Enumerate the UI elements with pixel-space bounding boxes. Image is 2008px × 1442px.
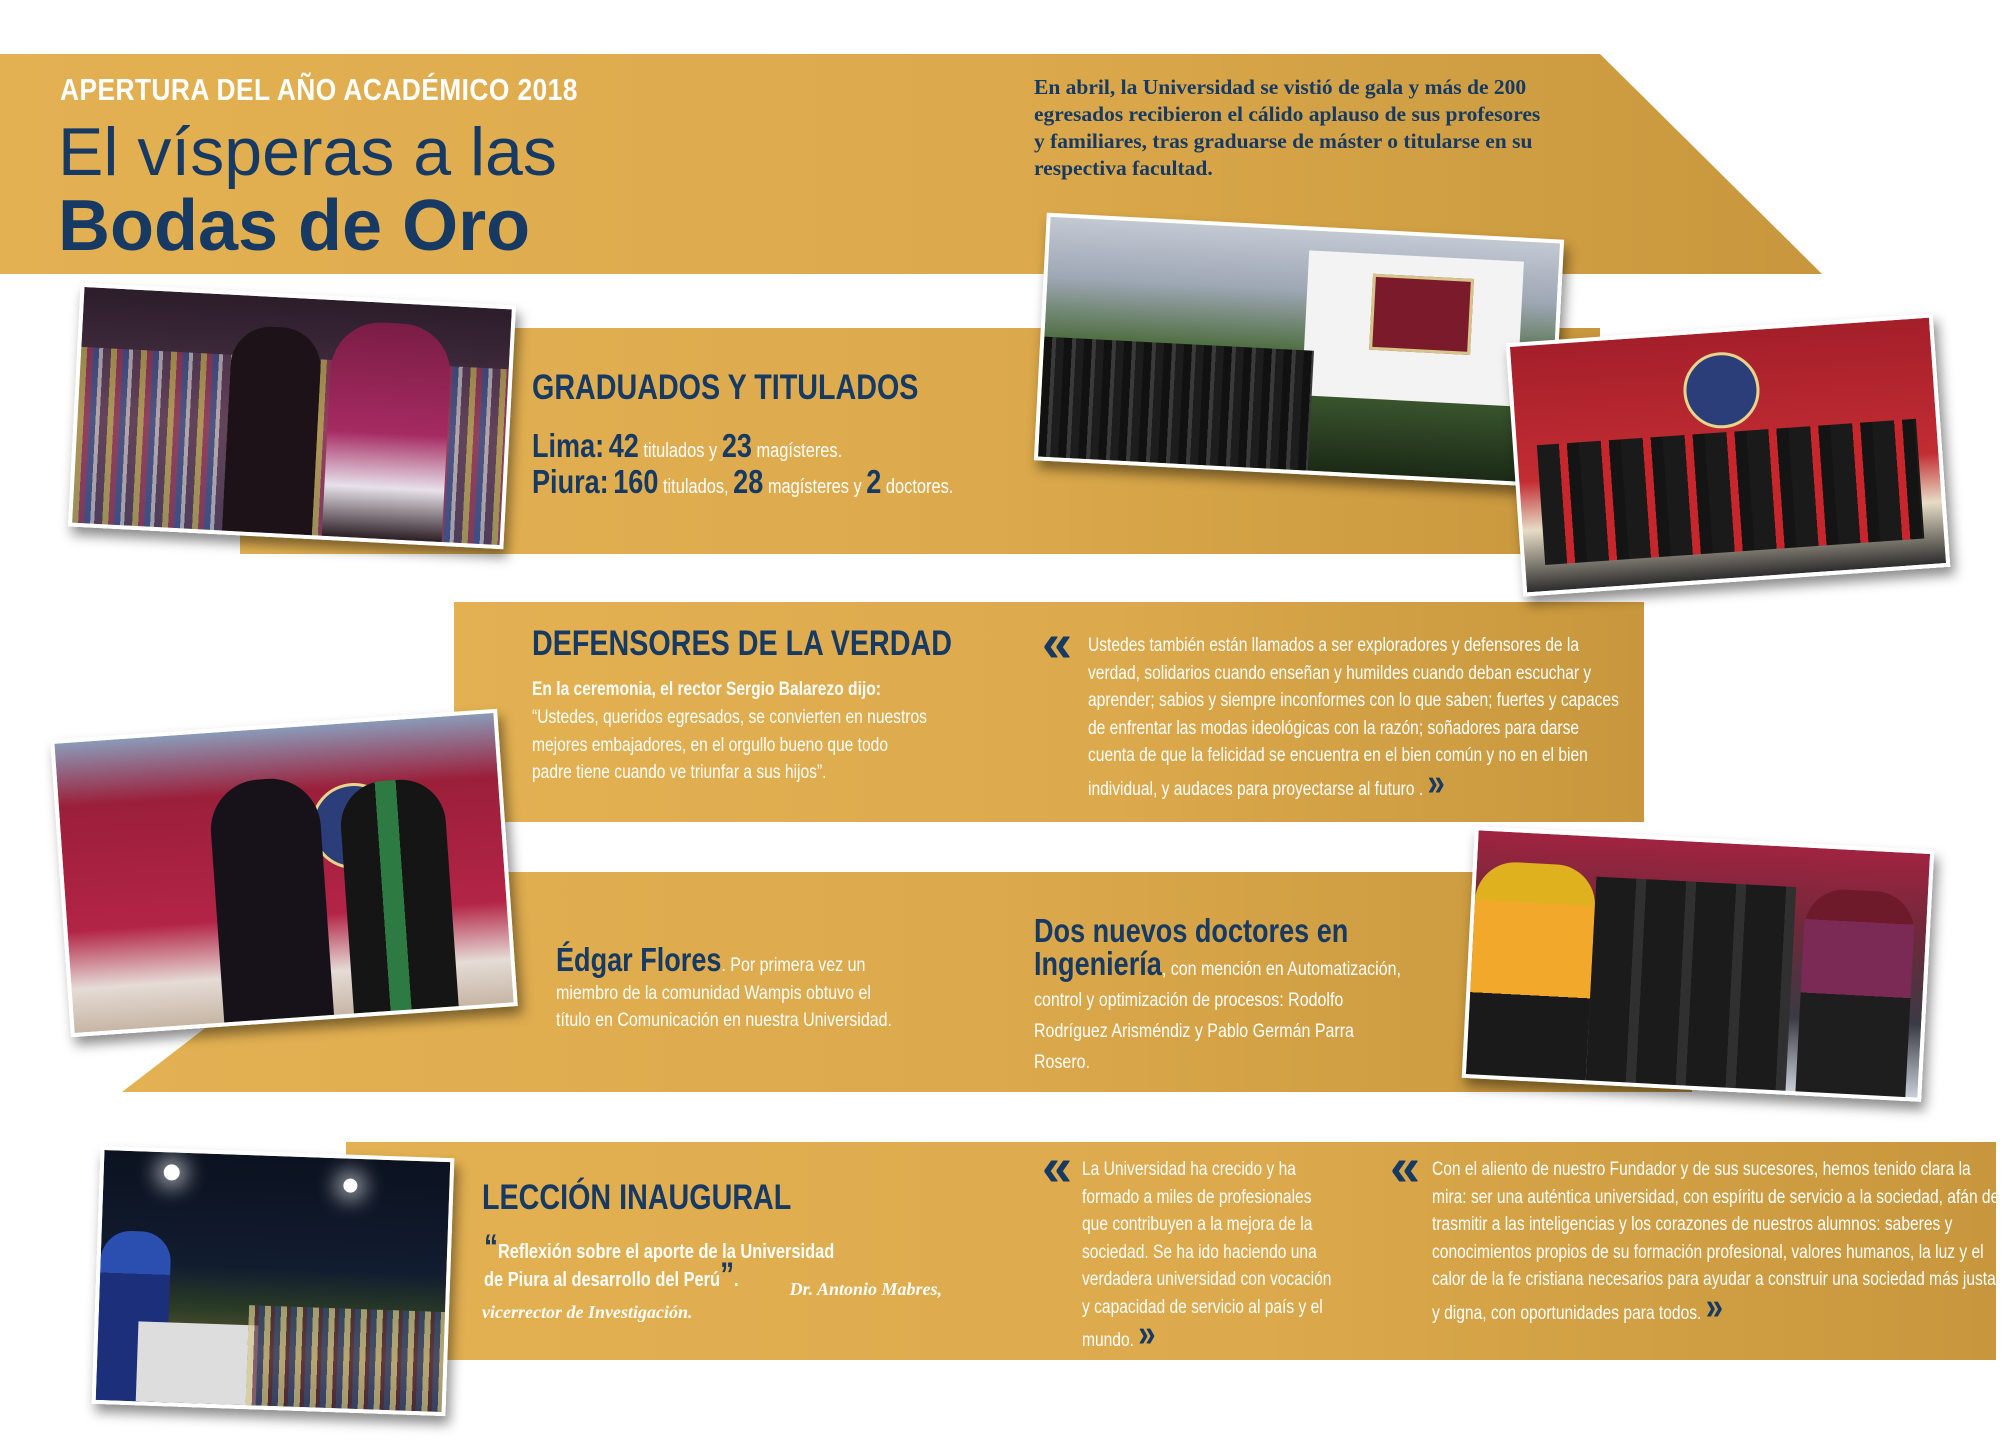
quote1-open-icon: «: [1042, 1137, 1073, 1197]
audience: [1038, 337, 1314, 471]
piura-magisteres-text: magísteres y: [767, 476, 862, 498]
leccion-quote1-text: La Universidad ha crecido y ha formado a miles de profesionales que contribuyen a la mejora de la sociedad. Se ha ido haciendo una verdadera universidad con vocación y capacidad de servicio al país y el mundo.: [1082, 1159, 1332, 1351]
photo-edgar-flores: [50, 709, 518, 1038]
leccion-open-quote: “: [484, 1228, 498, 1266]
defensores-intro: [532, 676, 930, 704]
lectern: [136, 1321, 259, 1405]
lima-titulados-count: 42: [608, 427, 639, 464]
photo-faculty-group: [1506, 313, 1951, 596]
pullquote-open-icon: «: [1042, 613, 1073, 673]
quote2-open-icon: «: [1390, 1137, 1421, 1197]
piura-label: Piura:: [532, 463, 609, 500]
edgar-flores-name: Édgar Flores: [556, 941, 722, 978]
defensores-pullquote-text: Ustedes también están llamados a ser exploradores y defensores de la verdad, solidarios cuando enseñan y humildes cuando deban escuchar y aprender; sabios y siempre inconformes con lo que saben; fuertes y capaces de enfrentar las modas ideológicas con la razón; soñadores para darse cuenta de que la felicidad se encuentra en el bien común y no en el bien individual, y audaces para proyectarse al futuro .: [1088, 635, 1619, 800]
graduados-lima-line: [532, 427, 843, 466]
university-seal: [1681, 350, 1762, 431]
defensores-quote: “Ustedes, queridos egresados, se convierten en nuestros mejores embajadores, en el orgullo bueno que todo padre tiene cuando ve triunfar a sus hijos”.: [532, 707, 927, 783]
lima-label: Lima:: [532, 427, 605, 464]
lima-magisteres-count: 23: [721, 427, 752, 464]
graduados-heading: GRADUADOS Y TITULADOS: [532, 368, 919, 407]
piura-magisteres-count: 28: [733, 463, 764, 500]
page-title-line1: El vísperas a las: [58, 114, 557, 190]
leccion-title: Reflexión sobre el aporte de la Universidad de Piura al desarrollo del Perú: [484, 1241, 835, 1291]
quote2-close-icon: »: [1705, 1285, 1724, 1328]
piura-titulados-text: titulados,: [662, 476, 729, 498]
leccion-author: Dr. Antonio Mabres,: [789, 1279, 942, 1299]
doctores-heading: Dos nuevos doctores en: [1034, 912, 1349, 949]
stadium-light-1: [163, 1164, 180, 1181]
faculty-figures: [1585, 877, 1796, 1097]
leccion-quote1: [1082, 1156, 1332, 1355]
piura-titulados-count: 160: [613, 463, 659, 500]
leccion-heading: LECCIÓN INAUGURAL: [482, 1178, 792, 1217]
defensores-intro-text: En la ceremonia, el rector Sergio Balarezo dijo:: [532, 679, 881, 700]
faculty-row: [1537, 419, 1924, 565]
piura-doctores-text: doctores.: [885, 476, 954, 498]
pullquote-close-icon: »: [1427, 761, 1445, 804]
leccion-quote2-text: Con el aliento de nuestro Fundador y de sus sucesores, hemos tenido clara la mira: ser una auténtica universidad, con espíritu de servicio a la sociedad, afán de trasmitir a las inteligencias y los corazones de nuestros alumnos: saberes y conocimientos propios de su formación profesional, valores humanos, la luz y el calor de la fe cristiana necesarios para ayudar a construir una sociedad más justa y digna, con oportunidades para todos.: [1432, 1159, 2000, 1324]
doctores-block: [1034, 945, 1411, 1078]
lima-titulados-text: titulados y: [643, 440, 718, 462]
page-title-line2: Bodas de Oro: [58, 186, 531, 266]
photo-handshake-ceremony: [68, 283, 516, 549]
doctores-text: , con mención en Automatización, control y optimización de procesos: Rodolfo Rodríguez Arisméndiz y Pablo Germán Parra Rosero.: [1034, 958, 1401, 1073]
photo-doctores-ceremony: [1462, 826, 1935, 1102]
leccion-title-block: “Reflexión sobre el aporte de la Universidad de Piura al desarrollo del Perú”.: [484, 1228, 835, 1294]
defensores-heading: DEFENSORES DE LA VERDAD: [532, 624, 952, 663]
stadium-light-2: [343, 1178, 357, 1192]
piura-doctores-count: 2: [866, 463, 882, 500]
quote1-close-icon: »: [1138, 1313, 1156, 1355]
doctores-heading-line2: Ingeniería: [1034, 945, 1162, 982]
leccion-quote2: [1432, 1156, 2006, 1327]
stage-banner: [1369, 274, 1474, 355]
graduados-piura-line: [532, 463, 954, 502]
rector-figure-2: [208, 775, 334, 1022]
orange-robe-figure: [1466, 860, 1597, 1086]
edgar-flores-text: . Por primera vez un miembro de la comunidad Wampis obtuvo el título en Comunicación en nuestra Universidad.: [556, 954, 892, 1031]
leccion-author-block: [482, 1276, 942, 1302]
defensores-pullquote: [1088, 632, 1621, 803]
lima-magisteres-text: magísteres.: [756, 440, 843, 462]
photo-outdoor-stage: [1034, 213, 1564, 488]
edgar-figure: [338, 777, 459, 1014]
photo-leccion-inaugural: [92, 1146, 455, 1416]
audience-2: [246, 1305, 449, 1412]
graduate-figure: [222, 325, 323, 539]
diploma-figure: [1795, 888, 1916, 1102]
leccion-close-quote: ”: [720, 1256, 735, 1294]
lead-paragraph: En abril, la Universidad se vistió de gala y más de 200 egresados recibieron el cálido aplauso de sus profesores y familiares, tras graduarse de máster o titularse en su respectiva facultad.: [1034, 75, 1541, 180]
section-kicker: APERTURA DEL AÑO ACADÉMICO 2018: [60, 72, 578, 107]
rector-figure: [322, 320, 453, 546]
edgar-flores-block: [556, 941, 892, 1035]
leccion-role: vicerrector de Investigación.: [482, 1302, 693, 1322]
